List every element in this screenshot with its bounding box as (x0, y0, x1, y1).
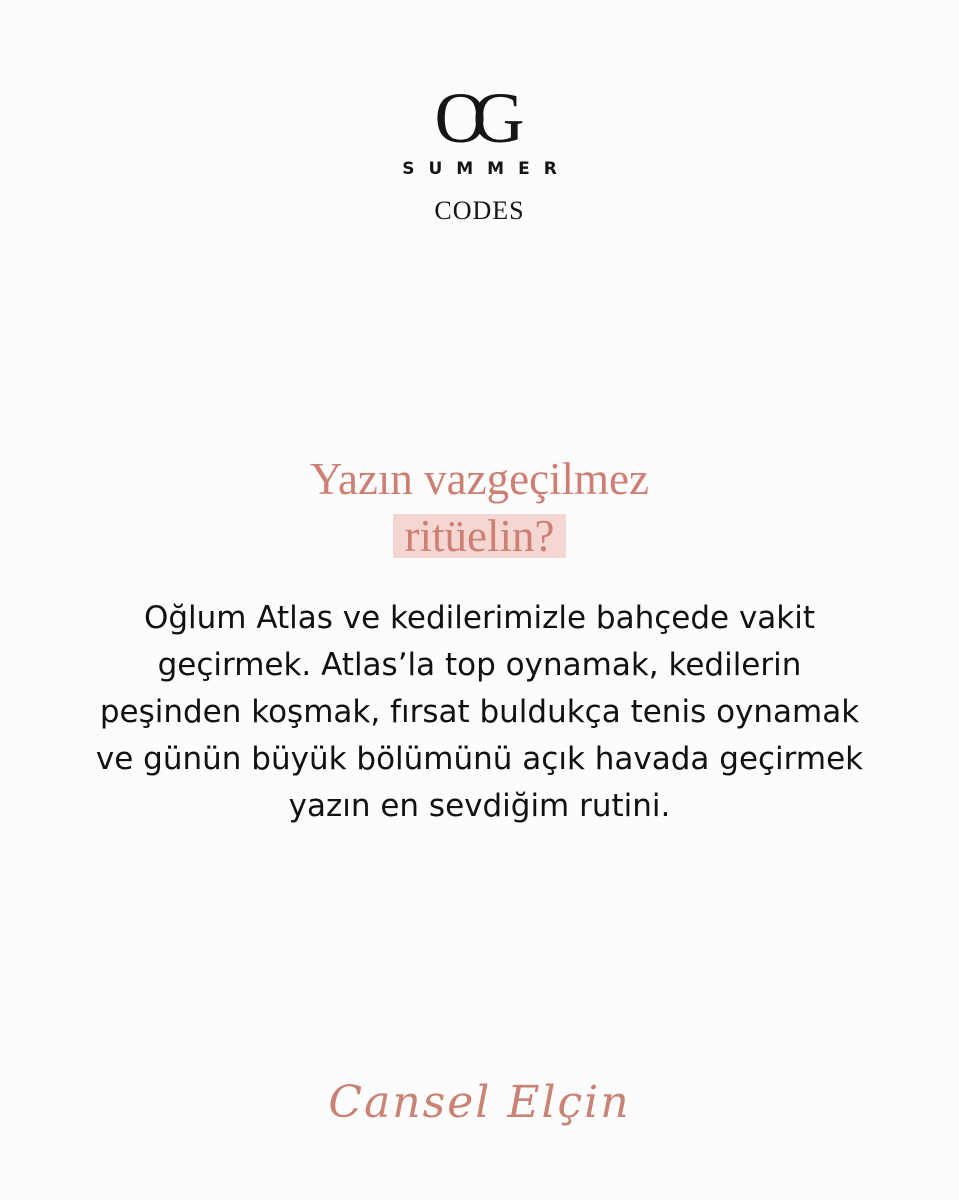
logo-summer-label: SUMMER (402, 159, 571, 179)
logo-monogram: OG (434, 78, 511, 158)
logo-codes-label: CODES (434, 196, 525, 225)
question-line-2-highlight: ritüelin? (393, 514, 567, 558)
question-heading (0, 452, 959, 563)
answer-paragraph: Oğlum Atlas ve kedilerimizle bahçede vakit geçirmek. Atlas’la top oynamak, kedilerin peşinden koşmak, fırsat buldukça tenis oynamak ve günün büyük bölümünü açık havada geçirmek yazın en sevdiğim rutini. (95, 600, 864, 824)
brand-logo (0, 78, 959, 225)
question-line-1: Yazın vazgeçilmez (309, 454, 650, 504)
signature: Cansel Elçin (328, 1077, 631, 1128)
